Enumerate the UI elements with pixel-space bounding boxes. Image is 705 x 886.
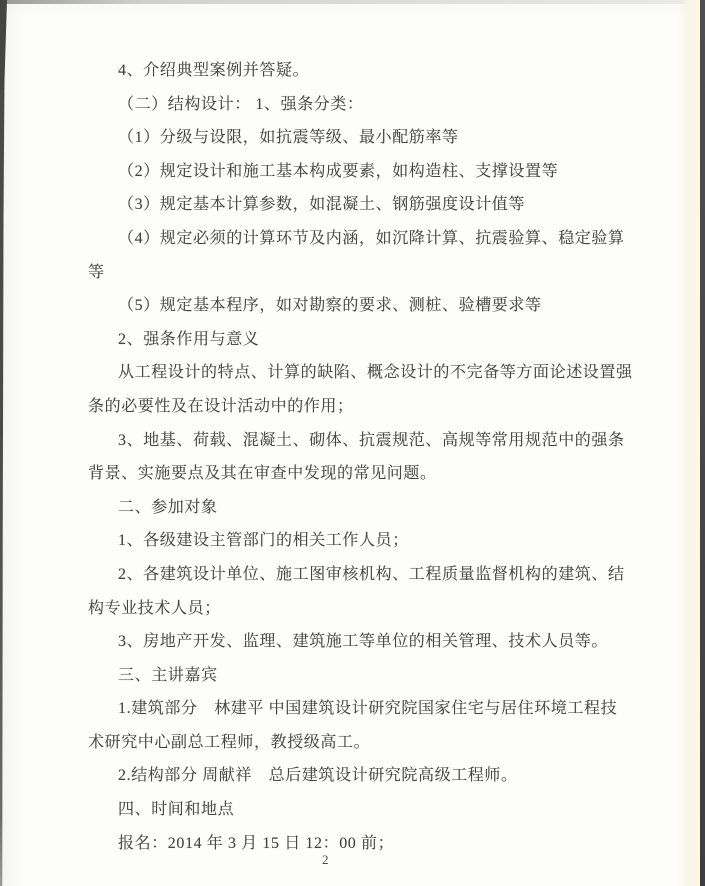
scan-shadow-right	[678, 0, 700, 886]
document-body	[88, 54, 633, 860]
text-line: （2）规定设计和施工基本构成要素，如构造柱、支撑设置等	[118, 162, 559, 180]
text-line: （1）分级与设限，如抗震等级、最小配筋率等	[118, 129, 459, 147]
text-line: 报名：2014 年 3 月 15 日 12：00 前；	[118, 834, 395, 852]
text-line: 2、各建筑设计单位、施工图审核机构、工程质量监督机构的建筑、结	[118, 565, 625, 583]
text-line: 二、参加对象	[118, 498, 218, 516]
text-line: 条的必要性及在设计活动中的作用；	[88, 397, 354, 415]
text-line: （5）规定基本程序，如对勘察的要求、测桩、验槽要求等	[118, 297, 542, 315]
scan-edge-right	[700, 0, 705, 886]
text-line: 等	[88, 263, 105, 281]
text-line: （3）规定基本计算参数，如混凝土、钢筋强度设计值等	[118, 196, 526, 214]
scan-edge-left-blob	[0, 0, 7, 90]
text-line: 四、时间和地点	[118, 801, 235, 819]
text-line: 3、地基、荷载、混凝土、砌体、抗震规范、高规等常用规范中的强条	[118, 431, 625, 449]
scan-edge-top	[0, 0, 705, 4]
scan-edge-left	[0, 0, 5, 886]
text-line: 4、介绍典型案例并答疑。	[118, 62, 310, 79]
text-line: 3、房地产开发、监理、建筑施工等单位的相关管理、技术人员等。	[118, 633, 609, 651]
text-line: 1、各级建设主管部门的相关工作人员；	[118, 532, 409, 550]
text-line: 术研究中心副总工程师，教授级高工。	[88, 733, 371, 751]
text-line: （4）规定必须的计算环节及内涵，如沉降计算、抗震验算、稳定验算	[118, 229, 625, 247]
text-line: 1.建筑部分 林建平 中国建筑设计研究院国家住宅与居住环境工程技	[118, 700, 618, 718]
text-line: 2.结构部分 周献祥 总后建筑设计研究院高级工程师。	[118, 767, 518, 785]
page-number: 2	[322, 852, 329, 867]
text-line: 2、强条作用与意义	[118, 330, 260, 348]
text-line: （二）结构设计： 1、强条分类：	[118, 95, 364, 113]
text-line: 构专业技术人员；	[88, 599, 221, 617]
text-line: 三、主讲嘉宾	[118, 666, 218, 684]
text-line: 从工程设计的特点、计算的缺陷、概念设计的不完备等方面论述设置强	[118, 364, 633, 382]
text-line: 背景、实施要点及其在审查中发现的常见问题。	[88, 465, 437, 483]
